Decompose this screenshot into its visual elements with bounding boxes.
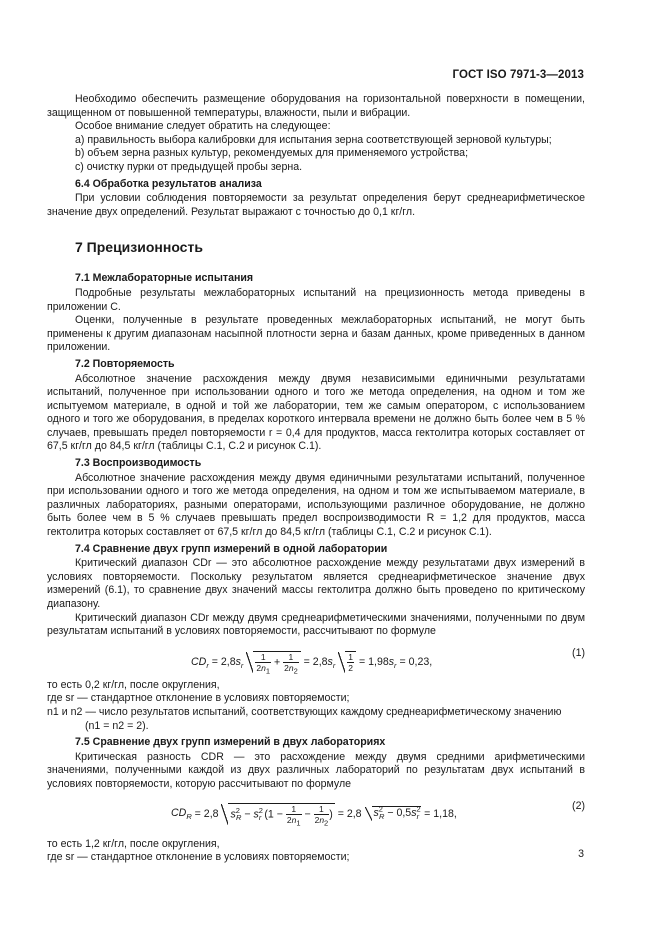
formula-1-where-n-values: (n1 = n2 = 2). xyxy=(85,719,149,732)
section-7-title: 7 Прецизионность xyxy=(75,239,203,256)
section-6-4-paragraph: При условии соблюдения повторяемости за результат определения берут среднеарифметическое значение двух определений. Результат выражают с точностью до 0,1 кг/гл. xyxy=(47,192,585,218)
section-7-4-paragraph-2: Критический диапазон CDr между двумя среднеарифметическими значениями, полученными по двум результатам испытаний в условиях повторяемости, рассчитывают по формуле xyxy=(47,611,585,638)
section-7-4-paragraph-1: Критический диапазон CDr — это абсолютное расхождение между результатами двух измерений в условиях повторяемости. Поскольку результатом является среднеарифметическое значение двух измерений (6.1), то сравнение двух значений массы гектолитра должно быть проведено по критическому диапазону. xyxy=(47,557,585,610)
section-7-2-paragraph: Абсолютное значение расхождения между двумя независимыми единичными результатами испытаний, полученное при использовании одного и того же метода определения, на одном и том же испытуемом материале, в одной и той же лаборатории, тем же самым оператором, с использованием одного и того же оборудования, в пределах короткого интервала времени не должно быть более чем в 5 % случаев, превышать предел повторяемости r = 0,4 для продуктов, масса гектолитра которых составляет от 67,5 кг/гл до 84,5 кг/гл (таблицы С.1, С.2 и рисунок С.1). xyxy=(47,372,585,453)
list-item-a: a) правильность выбора калибровки для испытания зерна соответствующей зерновой культуры; xyxy=(75,133,552,146)
intro-paragraph-2: Особое внимание следует обратить на следующее: xyxy=(75,120,331,133)
list-item-c: c) очистку пурки от предыдущей пробы зерна. xyxy=(75,160,303,173)
formula-2-number: (2) xyxy=(572,799,585,812)
formula-2-result: то есть 1,2 кг/гл, после округления, xyxy=(47,837,220,850)
section-6-4-title: 6.4 Обработка результатов анализа xyxy=(75,177,262,190)
formula-1-result: то есть 0,2 кг/гл, после округления, xyxy=(47,678,220,691)
page-number: 3 xyxy=(578,848,584,860)
section-7-5-title: 7.5 Сравнение двух групп измерений в двух лабораториях xyxy=(75,736,386,749)
formula-2-where-sr: где sr — стандартное отклонение в условиях повторяемости; xyxy=(47,851,350,864)
formula-1-expression: $CD_r = 2,8s_r$ $\frac{1}{2n_1}$ + $\frac{1}{2n_2}$ = $2,8s_r$ $\frac{1}{2}$ = $1,98s_r = 0,23$, xyxy=(191,651,433,676)
section-7-3-title: 7.3 Воспроизводимость xyxy=(75,457,202,470)
formula-1-number: (1) xyxy=(572,646,585,659)
formula-2 xyxy=(47,800,585,832)
list-item-b: b) объем зерна разных культур, рекомендуемых для применяемого устройства; xyxy=(75,147,469,160)
intro-paragraph-1: Необходимо обеспечить размещение оборудования на горизонтальной поверхности в помещении, защищенном от повышенной температуры, влажности, пыли и вибрации. xyxy=(47,93,585,119)
formula-2-expression: $CD_R = 2,8$ $s^2_R - s^2_r$ (1 − $\frac{1}{2n_1}$ − $\frac{1}{2n_2}$ ) = 2,8 $s^2_R - 0,5s^2_r = 1,18$, xyxy=(171,803,457,828)
section-7-1-paragraph-1: Подробные результаты межлабораторных испытаний на прецизионность метода приведены в приложении С. xyxy=(47,286,585,313)
section-7-1-paragraph-2: Оценки, полученные в результате проведенных межлабораторных испытаний, не могут быть применены к другим диапазонам насыпной плотности зерна и базам данных, кроме приведенных в данном приложении. xyxy=(47,314,585,354)
section-7-1-title: 7.1 Межлабораторные испытания xyxy=(75,272,254,285)
section-7-3-paragraph: Абсолютное значение расхождения между двумя единичными результатами испытаний, полученное при использовании одного и того же метода определения, на одном и том же испытываемом материале, в различных лабораториях, разными операторами, использующими различное оборудование, не должно быть более чем в 5 % случаев превышать предел воспроизводимости R = 1,2 для продуктов, масса гектолитра которых составляет от 67,5 кг/гл до 84,5 кг/гл (таблицы С.1, С.2 и рисунок С.1). xyxy=(47,471,585,539)
formula-1 xyxy=(47,646,585,676)
document-header: ГОСТ ISO 7971-3—2013 xyxy=(452,69,584,81)
formula-1-where-n: n1 и n2 — число результатов испытаний, соответствующих каждому среднеарифметическому значению xyxy=(47,705,562,718)
section-7-5-paragraph: Критическая разность CDR — это расхождение между двумя средними арифметическими значениями, полученными каждой из двух различных лабораторий по результатам двух испытаний в условиях повторяемости, которую рассчитывают по формуле xyxy=(47,750,585,790)
section-7-4-title: 7.4 Сравнение двух групп измерений в одной лаборатории xyxy=(75,542,388,555)
section-7-2-title: 7.2 Повторяемость xyxy=(75,357,175,370)
page-body xyxy=(47,93,585,865)
formula-1-where-sr: где sr — стандартное отклонение в условиях повторяемости; xyxy=(47,692,350,705)
